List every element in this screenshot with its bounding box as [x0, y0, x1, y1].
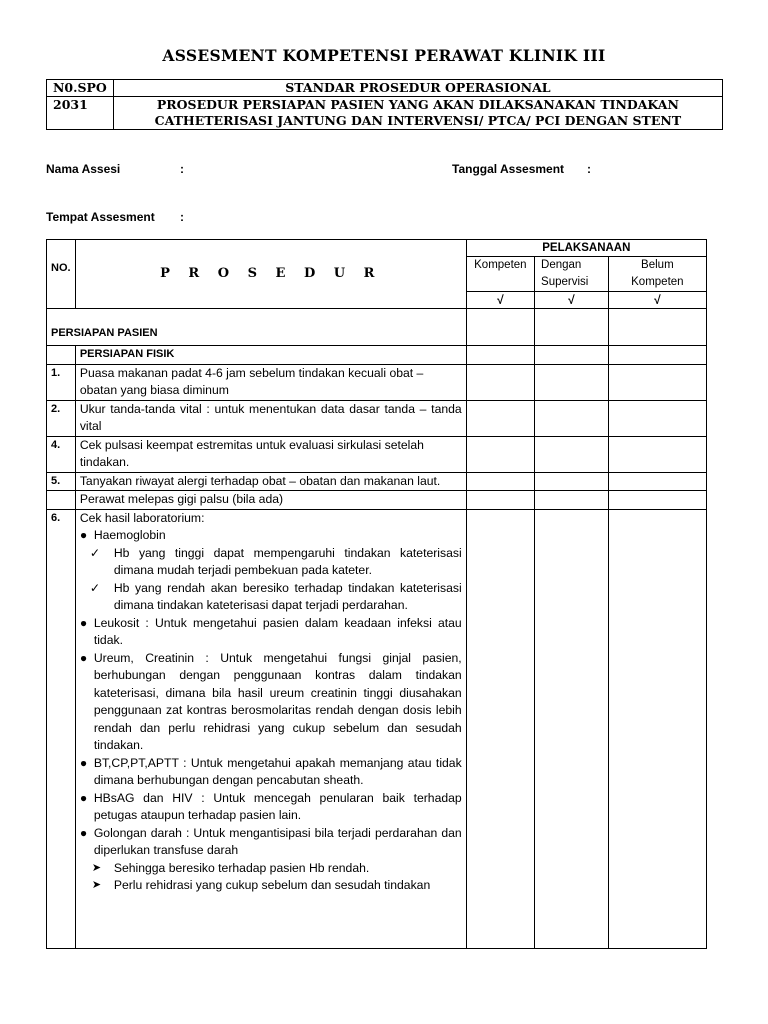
row-procedure-text: Ukur tanda-tanda vital : untuk menentukan data dasar tanda – tanda vital [75, 400, 466, 436]
cell-belum-kompeten[interactable] [608, 436, 706, 472]
spo-title-line-2: CATHETERISASI JANTUNG DAN INTERVENSI/ PTCA/ PCI DENGAN STENT [154, 113, 682, 128]
table-row [47, 364, 707, 400]
pelaksanaan-header: PELAKSANAAN [466, 240, 706, 257]
list-item [80, 755, 462, 790]
cell-kompeten[interactable] [466, 400, 534, 436]
row-procedure-text: Cek pulsasi keempat estremitas untuk evaluasi sirkulasi setelah tindakan. [75, 436, 466, 472]
lab-leukosit: Leukosit : Untuk mengetahui pasien dalam keadaan infeksi atau tidak. [93, 615, 462, 647]
no-column-header: NO. [47, 240, 76, 309]
cell-kompeten[interactable] [466, 436, 534, 472]
spo-number-label: N0.SPO [47, 80, 114, 97]
bullet-icon: ● [79, 615, 88, 630]
kompeten-column-header: Kompeten [466, 257, 534, 292]
row-procedure-text: Tanyakan riwayat alergi terhadap obat – obatan dan makanan laut. [75, 472, 466, 491]
cell-dengan-supervisi[interactable] [535, 346, 609, 365]
document-title: ASSESMENT KOMPETENSI PERAWAT KLINIK III [162, 46, 606, 65]
belum-kompeten-check-mark: √ [608, 292, 706, 309]
checkmark-icon: ✓ [89, 580, 101, 595]
bullet-icon: ● [79, 790, 88, 805]
table-row [47, 472, 707, 491]
prosedur-column-header: P R O S E D U R [75, 240, 466, 309]
row-number: 2. [47, 400, 76, 436]
list-item [80, 825, 462, 860]
cell-belum-kompeten[interactable] [608, 364, 706, 400]
lab-hbsag-hiv: HBsAG dan HIV : Untuk mencegah penularan baik terhadap petugas ataupun terhadap pasien lain. [93, 790, 462, 822]
row-number: 1. [47, 364, 76, 400]
belum-kompeten-column-header: Belum Kompeten [608, 257, 706, 292]
spo-type: STANDAR PROSEDUR OPERASIONAL [113, 80, 722, 97]
lab-hb-low: Hb yang rendah akan beresiko terhadap tindakan kateterisasi dimana tindakan kateterisasi dapat terjadi perdarahan. [113, 580, 462, 612]
row-procedure-text: Perawat melepas gigi palsu (bila ada) [75, 491, 466, 510]
cell-dengan-supervisi[interactable] [535, 400, 609, 436]
cell-kompeten[interactable] [466, 472, 534, 491]
arrow-right-icon: ➤ [91, 861, 102, 874]
cell-kompeten[interactable] [466, 364, 534, 400]
list-item [80, 580, 462, 615]
list-item [80, 545, 462, 580]
lab-haemoglobin: Haemoglobin [93, 528, 166, 542]
table-row [47, 491, 707, 510]
lab-check-content [75, 509, 466, 948]
cell-kompeten[interactable] [466, 346, 534, 365]
table-row [47, 436, 707, 472]
tanggal-assesment-label: Tanggal Assesment [452, 162, 565, 176]
tanggal-assesment-colon: : [587, 162, 591, 176]
spo-title [113, 97, 722, 130]
row-number [47, 491, 76, 510]
arrow-right-icon: ➤ [91, 879, 102, 891]
cell-dengan-supervisi[interactable] [535, 364, 609, 400]
cell-kompeten[interactable] [466, 491, 534, 510]
spo-number-value: 2031 [47, 97, 114, 130]
tempat-assesment-label: Tempat Assesment [46, 210, 155, 224]
empty-number-cell [47, 346, 76, 365]
cell-dengan-supervisi[interactable] [535, 472, 609, 491]
cell-dengan-supervisi[interactable] [535, 491, 609, 510]
nama-assesi-colon: : [180, 162, 184, 176]
cell-belum-kompeten[interactable] [608, 309, 706, 346]
section-persiapan-pasien: PERSIAPAN PASIEN [47, 309, 467, 346]
cell-dengan-supervisi[interactable] [535, 509, 609, 948]
row-number: 6. [47, 509, 76, 948]
lab-arrow-note-1: Sehingga beresiko terhadap pasien Hb rendah. [113, 860, 370, 875]
kompeten-check-mark: √ [466, 292, 534, 309]
list-item [80, 860, 462, 878]
dengan-supervisi-check-mark: √ [535, 292, 609, 309]
list-item [80, 877, 462, 895]
table-row [47, 400, 707, 436]
list-item [80, 527, 462, 545]
cell-belum-kompeten[interactable] [608, 400, 706, 436]
cell-dengan-supervisi[interactable] [535, 309, 609, 346]
lab-ureum-creatinin: Ureum, Creatinin : Untuk mengetahui fungsi ginjal pasien, berhubungan dengan penggunaan kontras dalam tindakan kateterisasi, dimana bila hasil ureum creatinin tinggi diusahakan penggunaan zat kontras berosmolaritas rendah dengan dosis lebih rendah dan perlu rehidrasi yang cukup sebelum dan sesudah tindakan. [93, 650, 462, 752]
bullet-icon: ● [79, 528, 88, 542]
bullet-icon: ● [79, 825, 88, 840]
nama-assesi-label: Nama Assesi [46, 162, 121, 176]
list-item [80, 650, 462, 755]
lab-arrow-note-2: Perlu rehidrasi yang cukup sebelum dan sesudah tindakan [113, 878, 431, 892]
cell-dengan-supervisi[interactable] [535, 436, 609, 472]
bullet-icon: ● [79, 650, 88, 665]
lab-hb-high: Hb yang tinggi dapat mempengaruhi tindakan kateterisasi dimana mudah terjadi pembekuan pada kateter. [113, 545, 462, 577]
cell-kompeten[interactable] [466, 509, 534, 948]
cell-belum-kompeten[interactable] [608, 346, 706, 365]
dengan-supervisi-column-header: Dengan Supervisi [535, 257, 609, 292]
spo-header-table [46, 79, 723, 130]
list-item [80, 790, 462, 825]
section-persiapan-fisik: PERSIAPAN FISIK [75, 346, 466, 365]
cell-belum-kompeten[interactable] [608, 472, 706, 491]
spo-title-line-1: PROSEDUR PERSIAPAN PASIEN YANG AKAN DILAKSANAKAN TINDAKAN [156, 97, 679, 112]
tempat-assesment-colon: : [180, 210, 184, 224]
procedure-table [46, 239, 707, 949]
cell-belum-kompeten[interactable] [608, 491, 706, 510]
table-row [47, 509, 707, 948]
row-procedure-text: Puasa makanan padat 4-6 jam sebelum tindakan kecuali obat – obatan yang biasa diminum [75, 364, 466, 400]
lab-golongan-darah: Golongan darah : Untuk mengantisipasi bila terjadi perdarahan dan diperlukan transfuse darah [93, 825, 462, 857]
row-number: 5. [47, 472, 76, 491]
lab-bt-cp-pt-aptt: BT,CP,PT,APTT : Untuk mengetahui apakah memanjang atau tidak dimana berhubungan dengan pencabutan sheath. [93, 755, 462, 787]
lab-intro: Cek hasil laboratorium: [79, 510, 205, 525]
row-number: 4. [47, 436, 76, 472]
cell-belum-kompeten[interactable] [608, 509, 706, 948]
bullet-icon: ● [79, 755, 88, 770]
list-item [80, 615, 462, 650]
checkmark-icon: ✓ [89, 545, 101, 560]
cell-kompeten[interactable] [466, 309, 534, 346]
